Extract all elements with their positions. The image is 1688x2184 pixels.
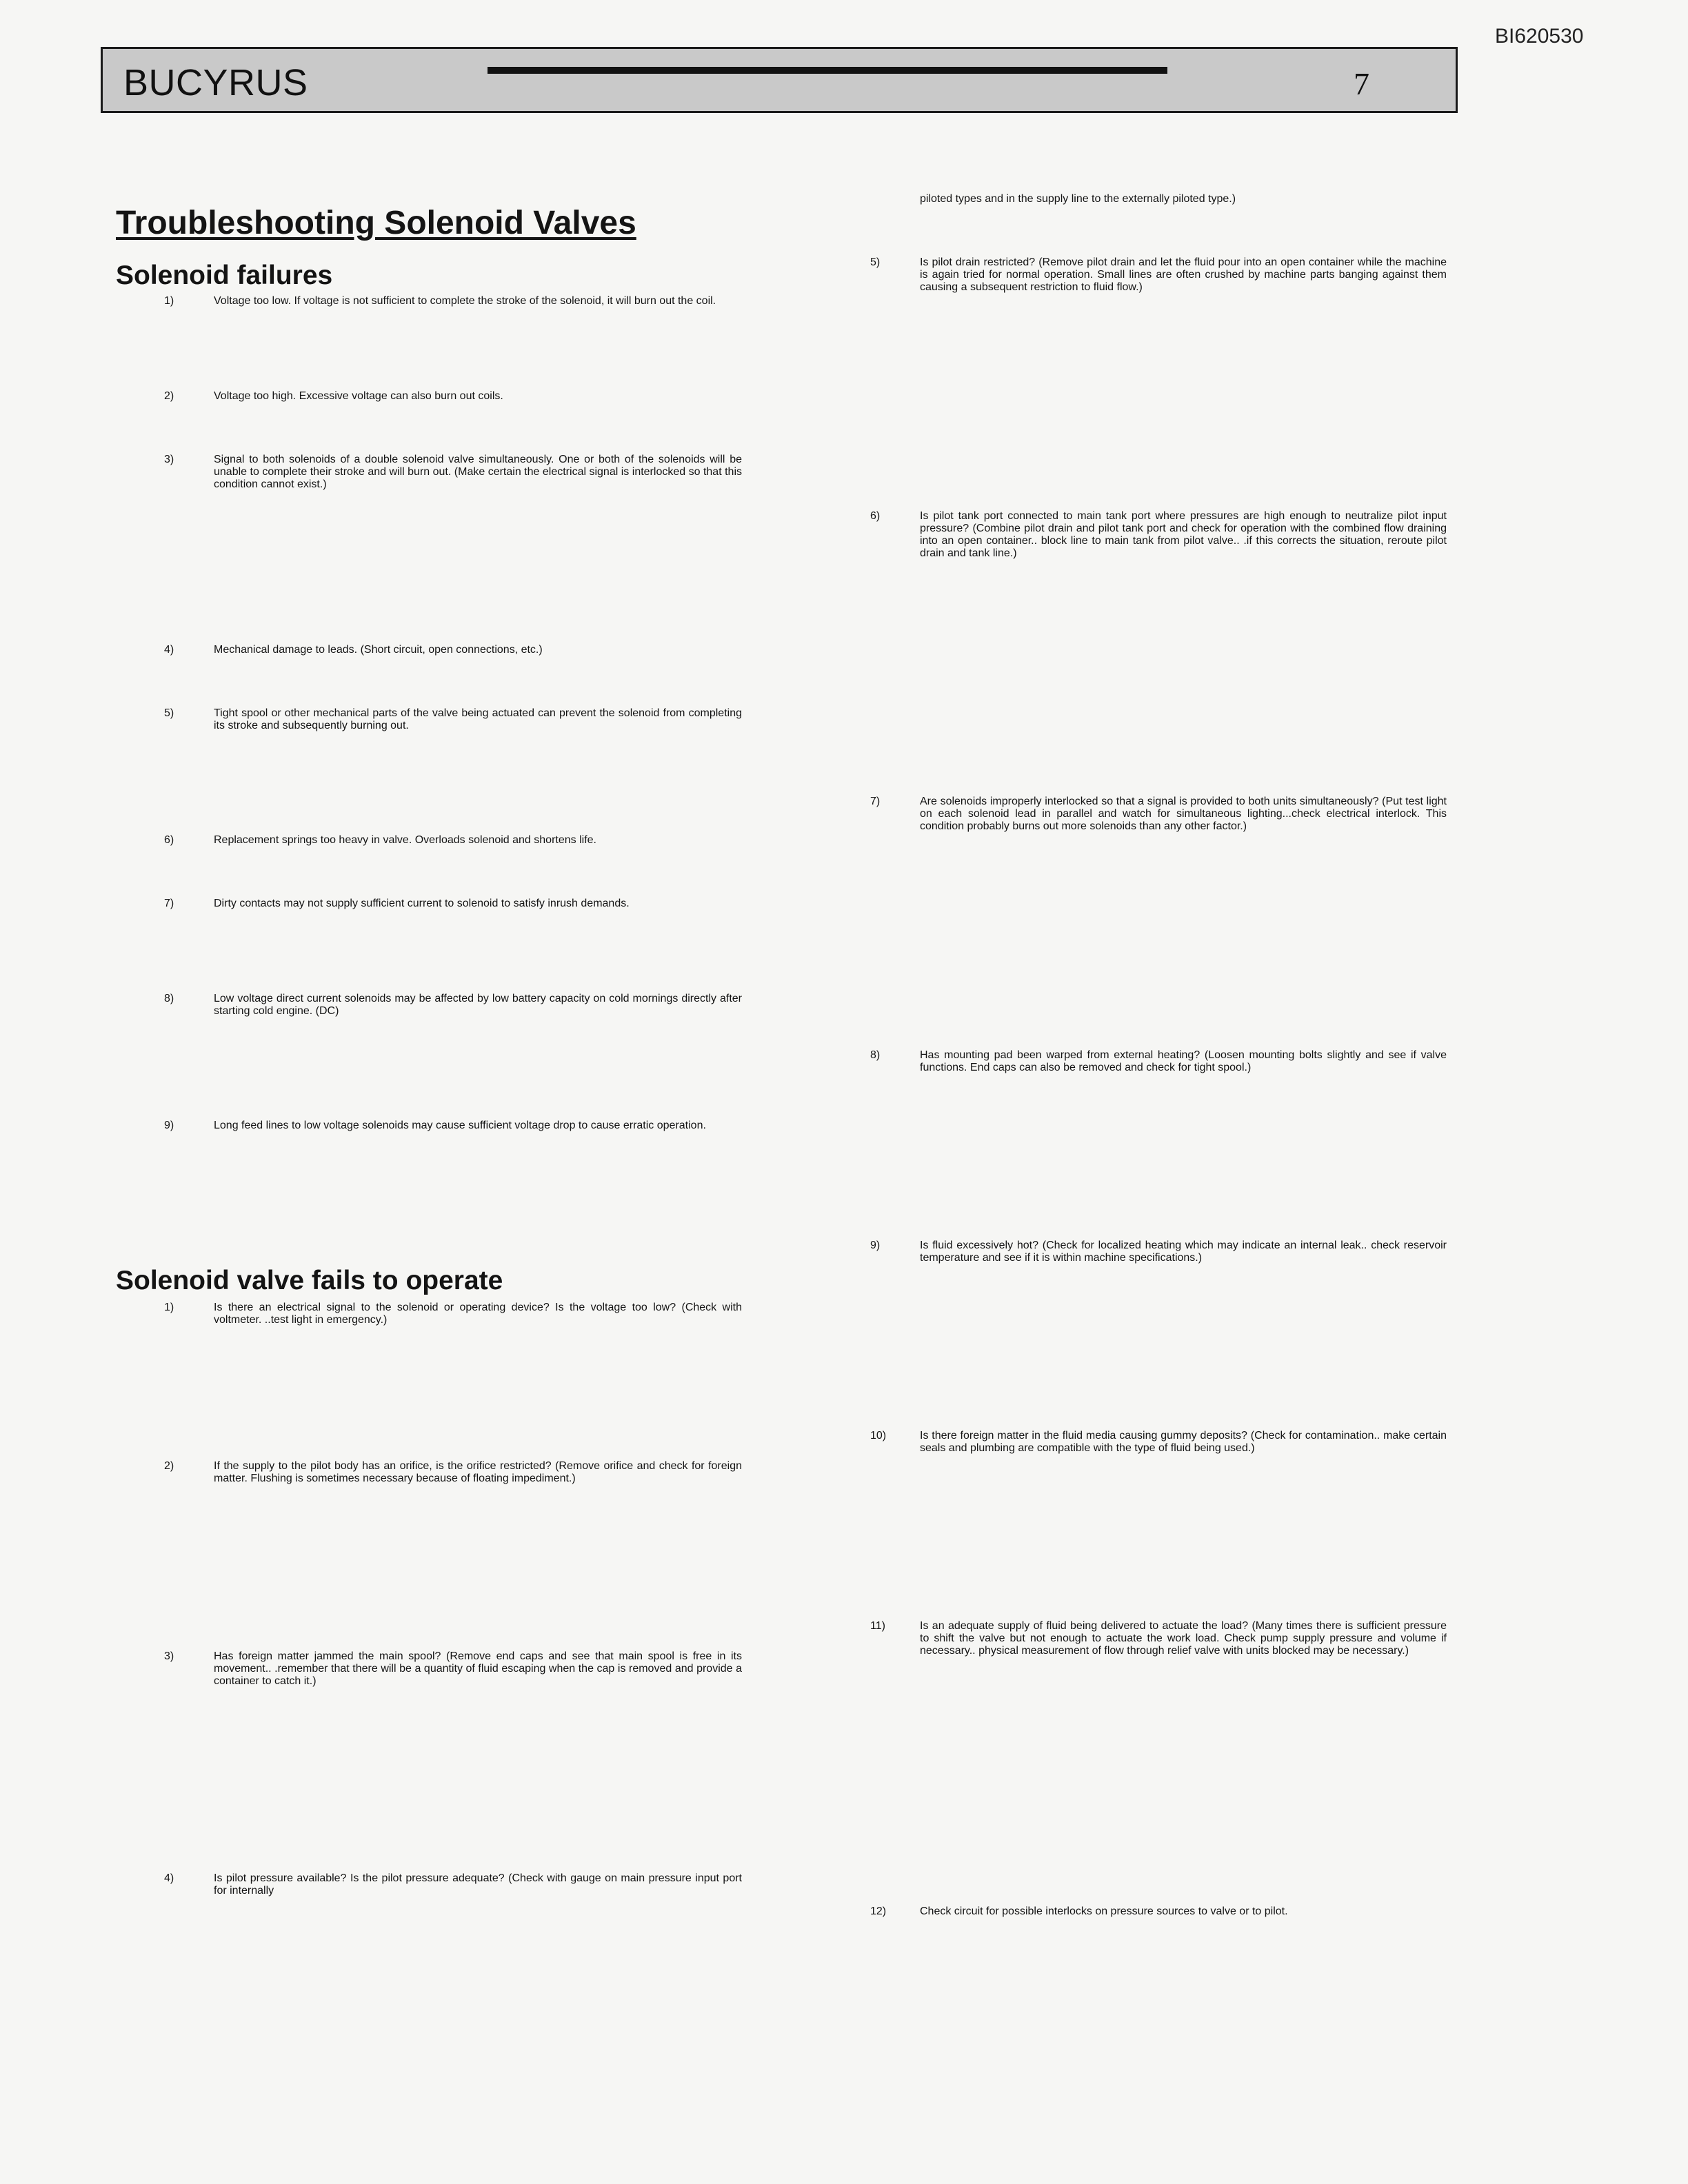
brand-name: BUCYRUS [123,62,308,103]
list-item-text: Has foreign matter jammed the main spool? (Remove end caps and see that main spool is free in its movement.. .remember that there will be a quantity of fluid escaping when the cap is removed and provide a container to catch it.) [214,1650,742,1687]
list-item-text: Has mounting pad been warped from external heating? (Loosen mounting bolts slightly and see if valve functions. End caps can also be removed and check for tight spool.) [920,1049,1447,1073]
list-item-number: 4) [164,644,174,656]
list-item [870,1620,1447,1657]
list-item-text: Mechanical damage to leads. (Short circuit, open connections, etc.) [214,644,543,656]
list-item [116,1872,742,1897]
list-item-text: Long feed lines to low voltage solenoids may cause sufficient voltage drop to cause erratic operation. [214,1120,706,1131]
list-item-number: 8) [870,1049,881,1061]
list-item [116,1302,742,1326]
list-item-number: 4) [164,1872,174,1884]
list-item [870,796,1447,833]
list-item-number: 2) [164,390,174,402]
list-item [870,510,1447,560]
list-item-text: Voltage too high. Excessive voltage can also burn out coils. [214,390,503,402]
list-item-number: 3) [164,1650,174,1662]
list-item-number: 1) [164,1302,174,1313]
section-heading-valve-fails: Solenoid valve fails to operate [116,1266,503,1295]
list-item-number: 11) [870,1620,885,1632]
list-item-number: 1) [164,295,174,307]
list-item [870,1240,1447,1264]
list-item [116,1650,742,1688]
list-item [116,898,742,910]
list-item-number: 9) [164,1120,174,1131]
page-header [101,47,1458,113]
list-item [116,707,742,732]
list-item-number: 6) [164,834,174,846]
list-item [116,1120,742,1132]
list-item-text: Tight spool or other mechanical parts of the valve being actuated can prevent the solenoid from completing its stroke and subsequently burning out. [214,707,742,731]
list-item [116,834,742,847]
list-item-text: Is fluid excessively hot? (Check for localized heating which may indicate an internal leak.. check reservoir temperature and see if it is within machine specifications.) [920,1240,1447,1264]
list-item [116,993,742,1018]
list-item [116,644,742,656]
list-item-text: Is pilot tank port connected to main tank port where pressures are high enough to neutralize pilot input pressure? (Combine pilot drain and pilot tank port and check for operation with the combined flow draining into an open container.. block line to main tank from pilot valve.. .if this corrects the situation, reroute pilot drain and tank line.) [920,510,1447,559]
list-item [870,1905,1447,1918]
list-item-text: Is there foreign matter in the fluid media causing gummy deposits? (Check for contamination.. make certain seals and plumbing are compatible with the type of fluid being used.) [920,1430,1447,1454]
list-item [116,390,742,403]
list-item [116,295,742,307]
list-item-text: Signal to both solenoids of a double solenoid valve simultaneously. One or both of the solenoids will be unable to complete their stroke and will burn out. (Make certain the electrical signal is interlocked so that this condition cannot exist.) [214,454,742,490]
list-item-number: 3) [164,454,174,465]
list-item-text: If the supply to the pilot body has an orifice, is the orifice restricted? (Remove orifice and check for foreign matter. Flushing is sometimes necessary because of floating impediment.) [214,1460,742,1484]
list-item-text: Replacement springs too heavy in valve. Overloads solenoid and shortens life. [214,834,596,846]
list-item-number: 7) [164,898,174,909]
header-rule [488,67,1167,74]
list-item-text: Dirty contacts may not supply sufficient current to solenoid to satisfy inrush demands. [214,898,630,909]
list-item [870,256,1447,294]
list-item-number: 8) [164,993,174,1004]
list-item-text: Low voltage direct current solenoids may be affected by low battery capacity on cold mornings directly after starting cold engine. (DC) [214,993,742,1017]
list-item-number: 12) [870,1905,887,1917]
list-item-text: Is pilot drain restricted? (Remove pilot drain and let the fluid pour into an open container while the machine is again tried for normal operation. Small lines are often crushed by machine parts banging against them causing a subsequent restriction to fluid flow.) [920,256,1447,293]
list-item-text: Voltage too low. If voltage is not sufficient to complete the stroke of the solenoid, it will burn out the coil. [214,295,716,307]
list-item [116,1460,742,1485]
list-item-number: 7) [870,796,881,807]
list-item [870,1430,1447,1455]
list-item-number: 6) [870,510,881,522]
list-item-text: Is there an electrical signal to the solenoid or operating device? Is the voltage too low? (Check with voltmeter. ..test light in emergency.) [214,1302,742,1326]
list-item-number: 5) [164,707,174,719]
list-item-continuation [870,193,1447,205]
page-title: Troubleshooting Solenoid Valves [116,205,636,241]
list-item [116,454,742,491]
list-item-number: 5) [870,256,881,268]
list-item [870,1049,1447,1074]
list-item-text: piloted types and in the supply line to the externally piloted type.) [920,193,1236,205]
list-item-number: 2) [164,1460,174,1472]
section-heading-solenoid-failures: Solenoid failures [116,261,333,290]
list-item-text: Is an adequate supply of fluid being delivered to actuate the load? (Many times there is sufficient pressure to shift the valve but not enough to actuate the work load. Check pump supply pressure and volume if necessary.. physical measurement of flow through relief valve with units blocked may be necessary.) [920,1620,1447,1657]
list-item-text: Are solenoids improperly interlocked so that a signal is provided to both units simultaneously? (Put test light on each solenoid lead in parallel and watch for simultaneous lighting...check electrical interlock. This condition probably burns out more solenoids than any other factor.) [920,796,1447,832]
page-number: 7 [1354,66,1369,101]
list-item-number: 10) [870,1430,887,1442]
list-item-number: 9) [870,1240,881,1251]
list-item-text: Is pilot pressure available? Is the pilot pressure adequate? (Check with gauge on main pressure input port for internally [214,1872,742,1897]
document-id: BI620530 [1495,25,1584,48]
list-item-text: Check circuit for possible interlocks on pressure sources to valve or to pilot. [920,1905,1288,1917]
